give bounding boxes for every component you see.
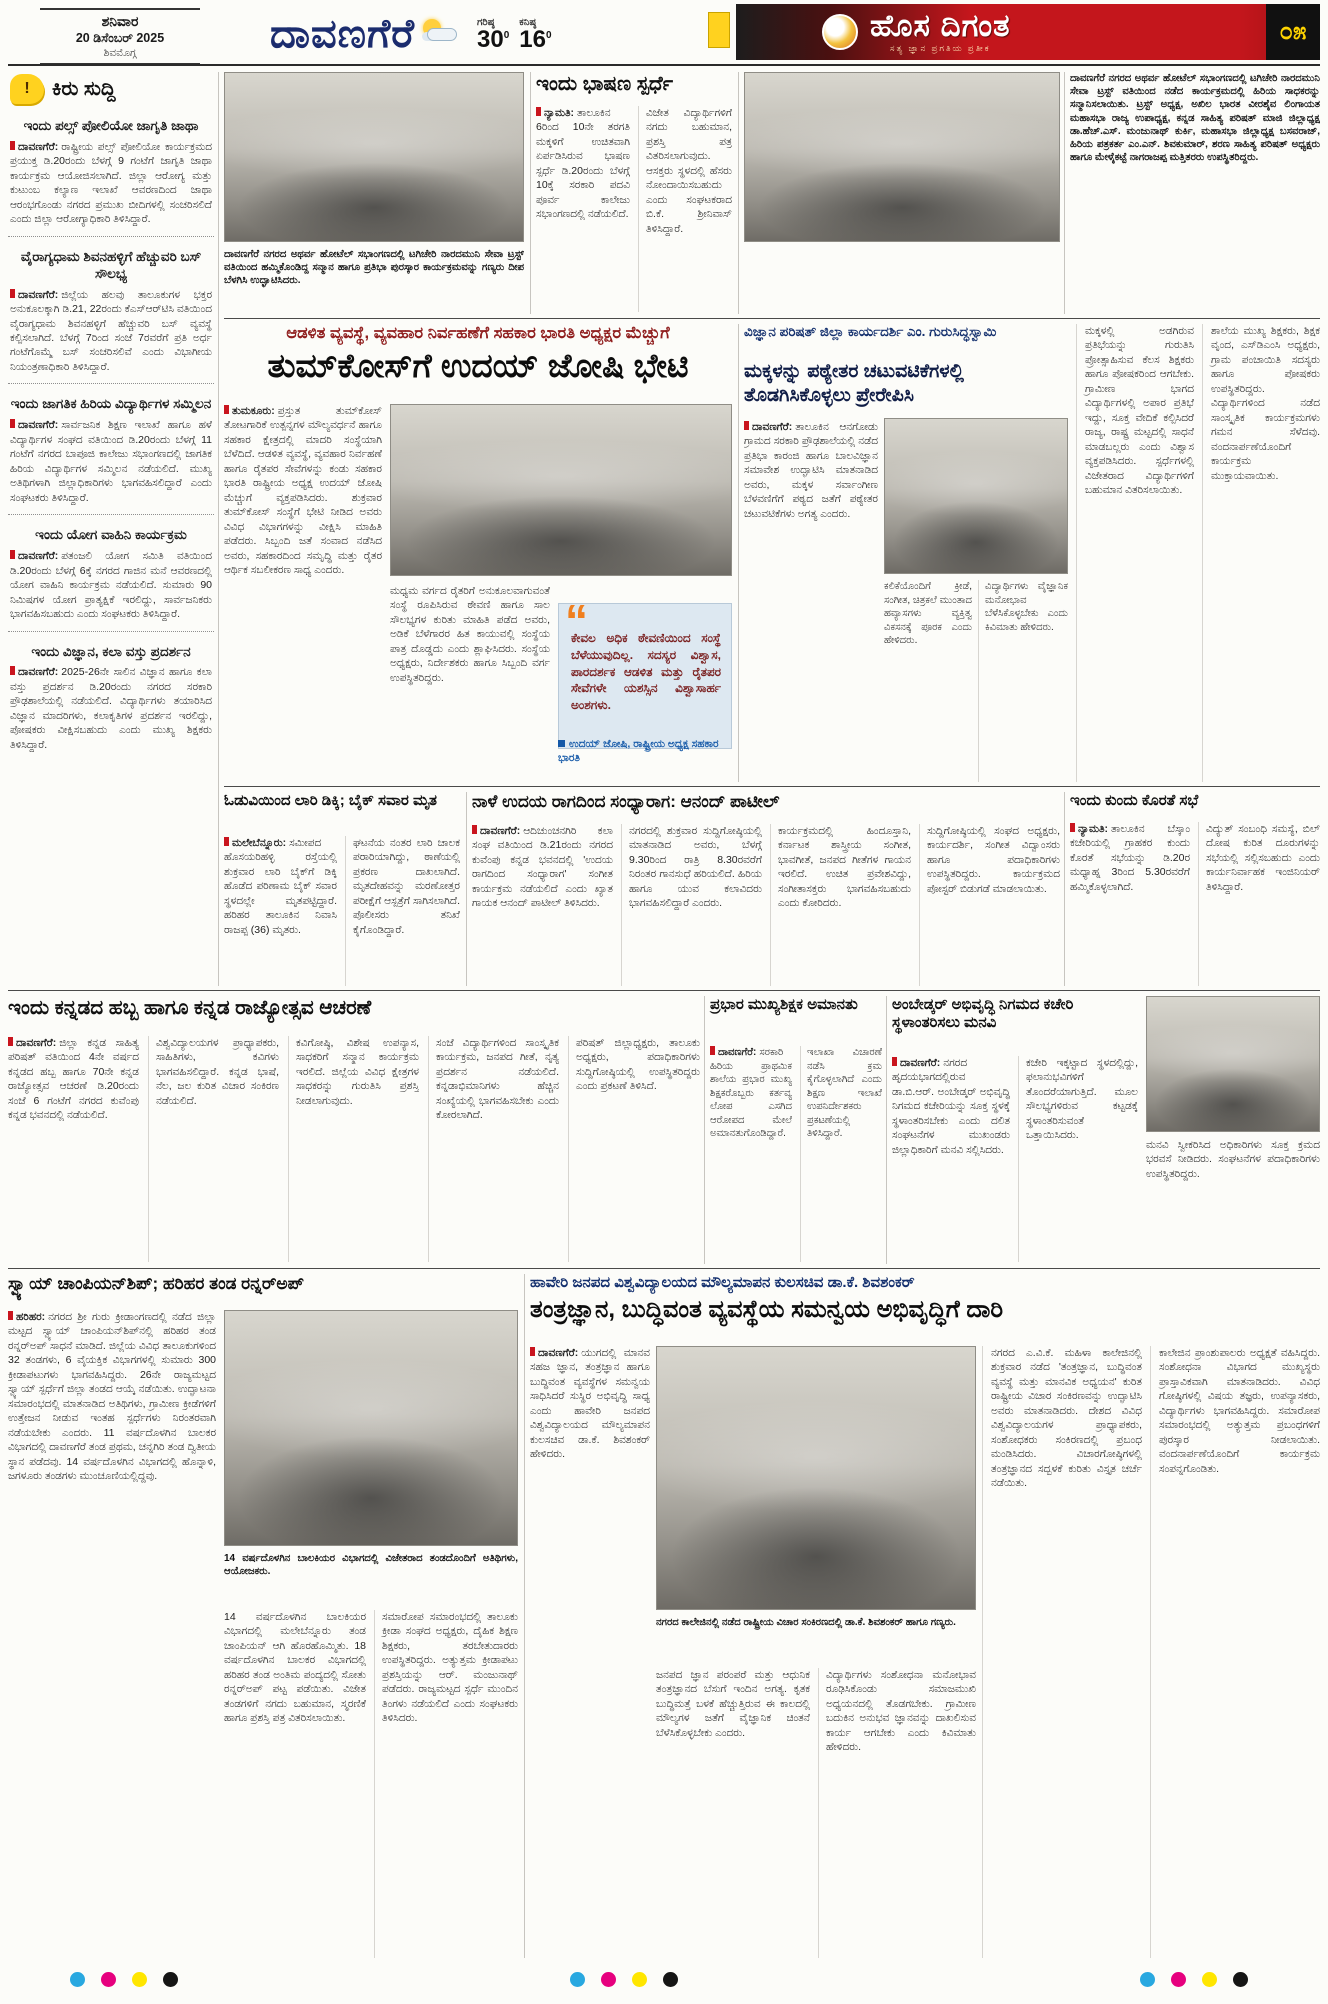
suspension-col-2: ಇಲಾಖಾ ವಿಚಾರಣೆ ನಡೆಸಿ ಕ್ರಮ ಕೈಗೊಳ್ಳಲಾಗಿದೆ ಎಂದು ಶಿಕ್ಷಣ ಇಲಾಖೆ ಉಪನಿರ್ದೇಶಕರು ಪ್ರಕಟಣೆಯಲ್ಲಿ ತಿಳಿಸಿದ್ದಾರೆ. <box>800 1046 882 1262</box>
weather-sun-cloud-icon <box>419 19 463 49</box>
brief-body: ದಾವಣಗೆರೆ: ಸಾರ್ವಜನಿಕ ಶಿಕ್ಷಣ ಇಲಾಖೆ ಹಾಗೂ ಹಳೆ ವಿದ್ಯಾರ್ಥಿಗಳ ಸಂಘದ ವತಿಯಿಂದ ಡಿ.20ರಂದು ಬೆಳಗ್ಗೆ 11 ಗಂಟೆಗೆ ನಗರದ ಬಾಪೂಜಿ ಕಾಲೇಜು ಸಭಾಂಗಣದಲ್ಲಿ ಜಾಗತಿಕ ಹಿರಿಯ ವಿದ್ಯಾರ್ಥಿಗಳ ಸಮ್ಮಿಲನ ನಡೆಯಲಿದೆ. ಮುಖ್ಯ ಅತಿಥಿಗಳಾಗಿ ಜಿಲ್ಲಾಧಿಕಾರಿಗಳು ಭಾಗವಹಿಸಲಿದ್ದಾರೆ ಎಂದು ಸಂಘಟಕರು ತಿಳಿಸಿದ್ದಾರೆ. <box>10 419 212 504</box>
speech-col-1: ನ್ಯಾಮತಿ: ತಾಲೂಕಿನ 6ರಿಂದ 10ನೇ ತರಗತಿ ಮಕ್ಕಳಿಗೆ ಉಚಿತವಾಗಿ ಏರ್ಪಡಿಸಿರುವ ಭಾಷಣ ಸ್ಪರ್ಧೆ ಡಿ.20ರಂದು ಬೆಳಗ್ಗೆ 10ಕ್ಕೆ ಸರಕಾರಿ ಪದವಿ ಪೂರ್ವ ಕಾಲೇಜು ಸಭಾಂಗಣದಲ್ಲಿ ನಡೆಯಲಿದೆ. <box>536 107 630 221</box>
festival-col-5: ಪರಿಷತ್ ಜಿಲ್ಲಾಧ್ಯಕ್ಷರು, ತಾಲೂಕು ಅಧ್ಯಕ್ಷರು, ಪದಾಧಿಕಾರಿಗಳು ಸುದ್ದಿಗೋಷ್ಠಿಯಲ್ಲಿ ಉಪಸ್ಥಿತರಿದ್ದರು ಎಂದು ಪ್ರಕಟಣೆ ತಿಳಿಸಿದೆ. <box>568 1036 700 1262</box>
quote-mark-icon: “ <box>565 594 588 647</box>
accident-col-2: ಘಟನೆಯ ನಂತರ ಲಾರಿ ಚಾಲಕ ಪರಾರಿಯಾಗಿದ್ದು, ಠಾಣೆಯಲ್ಲಿ ಪ್ರಕರಣ ದಾಖಲಾಗಿದೆ. ಮೃತದೇಹವನ್ನು ಮರಣೋತ್ತರ ಪರೀಕ್ಷೆಗೆ ಆಸ್ಪತ್ರೆಗೆ ಸಾಗಿಸಲಾಗಿದೆ. ಪೊಲೀಸರು ತನಿಖೆ ಕೈಗೊಂಡಿದ್ದಾರೆ. <box>345 836 460 986</box>
brief-body: ದಾವಣಗೆರೆ: 2025-26ನೇ ಸಾಲಿನ ವಿಜ್ಞಾನ ಹಾಗೂ ಕಲಾ ವಸ್ತು ಪ್ರದರ್ಶನ ಡಿ.20ರಂದು ನಗರದ ಸರಕಾರಿ ಪ್ರೌಢಶಾಲೆಯಲ್ಲಿ ನಡೆಯಲಿದೆ. ವಿದ್ಯಾರ್ಥಿಗಳು ತಯಾರಿಸಿದ ವಿಜ್ಞಾನ ಮಾದರಿಗಳು, ಕಲಾಕೃತಿಗಳ ಪ್ರದರ್ಶನ ಇರಲಿದ್ದು, ಪೋಷಕರು ವೀಕ್ಷಿಸಬಹುದು ಎಂದು ಮುಖ್ಯ ಶಿಕ್ಷಕರು ತಿಳಿಸಿದ್ದಾರೆ. <box>10 666 212 751</box>
inspire-col-a: ದಾವಣಗೆರೆ: ತಾಲೂಕಿನ ಆನಗೋಡು ಗ್ರಾಮದ ಸರಕಾರಿ ಪ್ರೌಢಶಾಲೆಯಲ್ಲಿ ನಡೆದ ಪ್ರತಿಭಾ ಕಾರಂಜಿ ಹಾಗೂ ಬಾಲವಿಜ್ಞಾನ ಸಮಾವೇಶ ಉದ್ಘಾಟಿಸಿ ಮಾತನಾಡಿದ ಅವರು, ಮಕ್ಕಳ ಸರ್ವಾಂಗೀಣ ಬೆಳವಣಿಗೆಗೆ ಪಠ್ಯದ ಜತೆಗೆ ಪಠ್ಯೇತರ ಚಟುವಟಿಕೆಗಳು ಅಗತ್ಯ ಎಂದರು. <box>744 421 878 520</box>
relocation-photo <box>1146 996 1320 1132</box>
brief-item <box>8 390 214 515</box>
masthead-color-mark <box>708 12 730 48</box>
dateline-bullet <box>224 405 229 414</box>
row-divider <box>8 1268 1320 1269</box>
article-speech-contest <box>536 72 732 314</box>
black-dot-icon <box>663 1972 678 1987</box>
column-rule <box>738 324 739 782</box>
briefs-title: ಕಿರು ಸುದ್ದಿ <box>52 77 116 100</box>
speech-headline: ಇಂದು ಭಾಷಣ ಸ್ಪರ್ಧೆ <box>536 73 673 95</box>
edition-name: ಶಿವಮೊಗ್ಗ <box>103 47 137 59</box>
sports-col-2: 14 ವರ್ಷದೊಳಗಿನ ಬಾಲಕಿಯರ ವಿಭಾಗದಲ್ಲಿ ಮಲೇಬೆನ್ನೂರು ತಂಡ ಚಾಂಪಿಯನ್ ಆಗಿ ಹೊರಹೊಮ್ಮಿತು. 18 ವರ್ಷದೊಳಗಿನ ಬಾಲಕರ ವಿಭಾಗದಲ್ಲಿ ಹರಿಹರ ತಂಡ ಅಂತಿಮ ಪಂದ್ಯದಲ್ಲಿ ಸೋತು ರನ್ನರ್‌ಅಪ್ ಪಟ್ಟ ಪಡೆಯಿತು. ವಿಜೇತ ತಂಡಗಳಿಗೆ ನಗದು ಬಹುಮಾನ, ಸ್ಮರಣಿಕೆ ಹಾಗೂ ಪ್ರಶಸ್ತಿ ಪತ್ರ ವಿತರಿಸಲಾಯಿತು. <box>224 1611 366 1725</box>
weekday: ಶನಿವಾರ <box>101 13 139 29</box>
suspension-col-1: ದಾವಣಗೆರೆ: ಸರಕಾರಿ ಹಿರಿಯ ಪ್ರಾಥಮಿಕ ಶಾಲೆಯ ಪ್ರಭಾರ ಮುಖ್ಯ ಶಿಕ್ಷಕರೊಬ್ಬರು ಕರ್ತವ್ಯ ಲೋಪ ಎಸಗಿದ ಆರೋಪದ ಮೇಲೆ ಅಮಾನತುಗೊಂಡಿದ್ದಾರೆ. <box>710 1047 792 1139</box>
brand-block <box>870 7 1011 55</box>
brief-item <box>8 243 214 385</box>
weather-max <box>477 17 509 52</box>
lead-col-1: ತುಮಕೂರು: ಪ್ರಸ್ತುತ ತುಮ್‌ಕೋಸ್ ತೋಟಗಾರಿಕೆ ಉತ್ಪನ್ನಗಳ ಮೌಲ್ಯವರ್ಧನೆ ಹಾಗೂ ಸಹಕಾರ ಕ್ಷೇತ್ರದಲ್ಲಿ ಮಾದರಿ ಸಂಸ್ಥೆಯಾಗಿ ಬೆಳೆದಿದೆ. ಆಡಳಿತ ವ್ಯವಸ್ಥೆ, ವ್ಯವಹಾರ ನಿರ್ವಹಣೆ ಹಾಗೂ ರೈತಪರ ಸೇವೆಗಳನ್ನು ಕಂಡು ಸಹಕಾರ ಭಾರತಿ ರಾಷ್ಟ್ರೀಯ ಅಧ್ಯಕ್ಷ ಉದಯ್ ಜೋಷಿ ಮೆಚ್ಚುಗೆ ವ್ಯಕ್ತಪಡಿಸಿದರು. ಶುಕ್ರವಾರ ತುಮ್‌ಕೋಸ್ ಸಂಸ್ಥೆಗೆ ಭೇಟಿ ನೀಡಿದ ಅವರು ವಿವಿಧ ವಿಭಾಗಗಳನ್ನು ವೀಕ್ಷಿಸಿ ಮಾಹಿತಿ ಪಡೆದರು. ಸಿಬ್ಬಂದಿ ಜತೆ ಸಂವಾದ ನಡೆಸಿದ ಅವರು, ಸಹಕಾರದಿಂದ ಸಮೃದ್ಧಿ ಮತ್ತು ರೈತರ ಆರ್ಥಿಕ ಸಬಲೀಕರಣ ಸಾಧ್ಯ ಎಂದರು. <box>224 405 382 577</box>
quote-attribution: ಉದಯ್ ಜೋಷಿ, ರಾಷ್ಟ್ರೀಯ ಅಧ್ಯಕ್ಷ ಸಹಕಾರ ಭಾರತಿ <box>558 738 719 764</box>
brief-headline: ಇಂದು ಜಾಗತಿಕ ಹಿರಿಯ ವಿದ್ಯಾರ್ಥಿಗಳ ಸಮ್ಮಿಲನ <box>10 396 212 412</box>
row-divider <box>8 990 1320 991</box>
weather-max-value: 30 <box>477 25 504 53</box>
seminar-col-r1: ನಗರದ ಎ.ವಿ.ಕೆ. ಮಹಿಳಾ ಕಾಲೇಜಿನಲ್ಲಿ ಶುಕ್ರವಾರ ನಡೆದ 'ತಂತ್ರಜ್ಞಾನ, ಬುದ್ಧಿವಂತ ವ್ಯವಸ್ಥೆ ಮತ್ತು ಮಾನವಿಕ ಅಧ್ಯಯನ' ಕುರಿತ ರಾಷ್ಟ್ರೀಯ ವಿಚಾರ ಸಂಕಿರಣವನ್ನು ಉದ್ಘಾಟಿಸಿ ಅವರು ಮಾತನಾಡಿದರು. ದೇಶದ ವಿವಿಧ ವಿಶ್ವವಿದ್ಯಾಲಯಗಳ ಪ್ರಾಧ್ಯಾಪಕರು, ಸಂಶೋಧಕರು ಸಂಕಿರಣದಲ್ಲಿ ಪ್ರಬಂಧ ಮಂಡಿಸಿದರು. ವಿಚಾರಗೋಷ್ಠಿಗಳಲ್ಲಿ ತಂತ್ರಜ್ಞಾನದ ಸದ್ಬಳಕೆ ಕುರಿತು ವಿಸ್ತೃತ ಚರ್ಚೆ ನಡೆಯಿತು. <box>982 1346 1142 1958</box>
photo-right-caption: ದಾವಣಗೆರೆ ನಗರದ ಅಥರ್ವ ಹೋಟೆಲ್ ಸಭಾಂಗಣದಲ್ಲಿ ಟಗಿಚೇರಿ ನಾರದಮುನಿ ಸೇವಾ ಟ್ರಸ್ಟ್ ವತಿಯಿಂದ ನಡೆದ ಕಾರ್ಯಕ್ರಮದಲ್ಲಿ ಹಿರಿಯ ಸಾಧಕರನ್ನು ಸನ್ಮಾನಿಸಲಾಯಿತು. ಟ್ರಸ್ಟ್ ಅಧ್ಯಕ್ಷ, ಅಖಿಲ ಭಾರತ ವೀರಶೈವ ಲಿಂಗಾಯತ ಮಹಾಸಭಾ ರಾಜ್ಯ ಉಪಾಧ್ಯಕ್ಷ, ಕನ್ನಡ ಸಾಹಿತ್ಯ ಪರಿಷತ್ ಮಾಜಿ ಜಿಲ್ಲಾಧ್ಯಕ್ಷ ಡಾ.ಹೆಚ್.ಎಸ್. ಮಂಜುನಾಥ್ ಕುರ್ಕಿ, ಮಹಾಸಭಾ ಜಿಲ್ಲಾಧ್ಯಕ್ಷ ಬಸವರಾಜ್, ಹಿರಿಯ ಪತ್ರಕರ್ತ ಎಂ.ಎನ್. ಶಿವಕುಮಾರ್, ಶರಣ ಸಾಹಿತ್ಯ ಪರಿಷತ್ ಅಧ್ಯಕ್ಷರು ಹಾಗೂ ಮೇಳೈಕಟ್ಟೆ ನಾಗರಾಜಪ್ಪ ಮತ್ತಿತರರು ಉಪಸ್ಥಿತರಿದ್ದರು. <box>1070 73 1320 164</box>
weather-min <box>519 17 551 52</box>
accident-col-1: ಮಲೇಬೆನ್ನೂರು: ಸಮೀಪದ ಹೊಸಯರಿಹಳ್ಳಿ ರಸ್ತೆಯಲ್ಲಿ ಶುಕ್ರವಾರ ಲಾರಿ ಬೈಕ್‌ಗೆ ಡಿಕ್ಕಿ ಹೊಡೆದ ಪರಿಣಾಮ ಬೈಕ್ ಸವಾರ ಸ್ಥಳದಲ್ಲೇ ಮೃತಪಟ್ಟಿದ್ದಾರೆ. ಹರಿಹರ ತಾಲೂಕಿನ ನಿವಾಸಿ ರಾಜಪ್ಪ (36) ಮೃತರು. <box>224 837 337 936</box>
header-divider <box>8 64 1320 66</box>
inspire-col-e: ಶಾಲೆಯ ಮುಖ್ಯ ಶಿಕ್ಷಕರು, ಶಿಕ್ಷಕ ವೃಂದ, ಎಸ್‌ಡಿಎಂಸಿ ಅಧ್ಯಕ್ಷರು, ಗ್ರಾಮ ಪಂಚಾಯಿತಿ ಸದಸ್ಯರು ಹಾಗೂ ಪೋಷಕರು ಉಪಸ್ಥಿತರಿದ್ದರು. ವಿದ್ಯಾರ್ಥಿಗಳಿಂದ ನಡೆದ ಸಾಂಸ್ಕೃತಿಕ ಕಾರ್ಯಕ್ರಮಗಳು ಗಮನ ಸೆಳೆದವು. ವಂದನಾರ್ಪಣೆಯೊಂದಿಗೆ ಕಾರ್ಯಕ್ರಮ ಮುಕ್ತಾಯವಾಯಿತು. <box>1202 324 1320 782</box>
inspire-kicker: ವಿಜ್ಞಾನ ಪರಿಷತ್ ಜಿಲ್ಲಾ ಕಾರ್ಯದರ್ಶಿ ಎಂ. ಗುರುಸಿದ್ಧಸ್ವಾಮಿ <box>744 324 997 339</box>
column-rule <box>218 72 219 986</box>
lead-kicker: ಆಡಳಿತ ವ್ಯವಸ್ಥೆ, ವ್ಯವಹಾರ ನಿರ್ವಹಣೆಗೆ ಸಹಕಾರ ಭಾರತಿ ಅಧ್ಯಕ್ಷರ ಮೆಚ್ಚುಗೆ <box>286 324 670 342</box>
yellow-dot-icon <box>132 1972 147 1987</box>
dateline-bullet <box>10 550 15 559</box>
cyan-dot-icon <box>70 1972 85 1987</box>
article-grievance <box>1070 792 1320 986</box>
announcement-icon: ! <box>10 74 44 104</box>
article-relocation <box>892 996 1320 1264</box>
relocation-headline: ಅಂಬೇಡ್ಕರ್ ಅಭಿವೃದ್ಧಿ ನಿಗಮದ ಕಚೇರಿ ಸ್ಥಳಾಂತರಿಸಲು ಮನವಿ <box>892 996 1074 1032</box>
masthead <box>736 4 1320 60</box>
weather-min-label: ಕನಿಷ್ಠ <box>519 16 537 28</box>
seminar-kicker: ಹಾವೇರಿ ಜನಪದ ವಿಶ್ವವಿದ್ಯಾಲಯದ ಮೌಲ್ಯಮಾಪನ ಕುಲಸಚಿವ ಡಾ.ಕೆ. ಶಿವಶಂಕರ್ <box>530 1274 915 1291</box>
dateline-bullet <box>744 421 749 430</box>
relocation-col-3: ಮನವಿ ಸ್ವೀಕರಿಸಿದ ಅಧಿಕಾರಿಗಳು ಸೂಕ್ತ ಕ್ರಮದ ಭರವಸೆ ನೀಡಿದರು. ಸಂಘಟನೆಗಳ ಪದಾಧಿಕಾರಿಗಳು ಉಪಸ್ಥಿತರಿದ್ದರು. <box>1146 1139 1320 1180</box>
festival-col-2: ವಿಶ್ವವಿದ್ಯಾಲಯಗಳ ಪ್ರಾಧ್ಯಾಪಕರು, ಸಾಹಿತಿಗಳು, ಕವಿಗಳು ಭಾಗವಹಿಸಲಿದ್ದಾರೆ. ಕನ್ನಡ ಭಾಷೆ, ನೆಲ, ಜಲ ಕುರಿತ ವಿಚಾರ ಸಂಕಿರಣ ನಡೆಯಲಿದೆ. <box>148 1036 279 1262</box>
column-rule <box>886 996 887 1264</box>
lead-headline: ತುಮ್‌ಕೋಸ್‌ಗೆ ಉದಯ್ ಜೋಷಿ ಭೇಟಿ <box>267 347 689 384</box>
seminar-photo <box>656 1346 976 1610</box>
cyan-dot-icon <box>570 1972 585 1987</box>
inspire-photo <box>884 418 1068 574</box>
sports-col-3: ಸಮಾರೋಪ ಸಮಾರಂಭದಲ್ಲಿ ತಾಲೂಕು ಕ್ರೀಡಾ ಸಂಘದ ಅಧ್ಯಕ್ಷರು, ದೈಹಿಕ ಶಿಕ್ಷಣ ಶಿಕ್ಷಕರು, ತರಬೇತುದಾರರು ಉಪಸ್ಥಿತರಿದ್ದರು. ಅತ್ಯುತ್ತಮ ಕ್ರೀಡಾಪಟು ಪ್ರಶಸ್ತಿಯನ್ನು ಆರ್. ಮಂಜುನಾಥ್ ಪಡೆದರು. ರಾಜ್ಯಮಟ್ಟದ ಸ್ಪರ್ಧೆ ಮುಂದಿನ ತಿಂಗಳು ನಡೆಯಲಿದೆ ಎಂದು ಸಂಘಟಕರು ತಿಳಿಸಿದರು. <box>374 1610 518 1958</box>
brief-body: ದಾವಣಗೆರೆ: ರಾಷ್ಟ್ರೀಯ ಪಲ್ಸ್ ಪೋಲಿಯೋ ಕಾರ್ಯಕ್ರಮದ ಪ್ರಯುಕ್ತ ಡಿ.20ರಂದು ಬೆಳಗ್ಗೆ 9 ಗಂಟೆಗೆ ಜಾಗೃತಿ ಜಾಥಾ ಕಾರ್ಯಕ್ರಮ ಆಯೋಜಿಸಲಾಗಿದೆ. ಜಿಲ್ಲಾ ಆರೋಗ್ಯ ಮತ್ತು ಕುಟುಂಬ ಕಲ್ಯಾಣ ಇಲಾಖೆ ಆವರಣದಿಂದ ಜಾಥಾ ಆರಂಭಗೊಂಡು ನಗರದ ಪ್ರಮುಖ ಬೀದಿಗಳಲ್ಲಿ ಸಂಚರಿಸಲಿದೆ ಎಂದು ಜಿಲ್ಲಾ ಆರೋಗ್ಯಾಧಿಕಾರಿ ತಿಳಿಸಿದ್ದಾರೆ. <box>10 140 212 226</box>
lead-pull-quote <box>558 594 732 749</box>
date-box <box>40 8 200 65</box>
seminar-col-p1: ಜನಪದ ಜ್ಞಾನ ಪರಂಪರೆ ಮತ್ತು ಆಧುನಿಕ ತಂತ್ರಜ್ಞಾನದ ಬೆಸುಗೆ ಇಂದಿನ ಅಗತ್ಯ. ಕೃತಕ ಬುದ್ಧಿಮತ್ತೆ ಬಳಕೆ ಹೆಚ್ಚುತ್ತಿರುವ ಈ ಕಾಲದಲ್ಲಿ ಮೌಲ್ಯಗಳ ಜತೆಗೆ ವೈಜ್ಞಾನಿಕ ಚಿಂತನೆ ಬೆಳೆಸಿಕೊಳ್ಳಬೇಕು ಎಂದರು. <box>656 1669 810 1739</box>
magenta-dot-icon <box>1171 1972 1186 1987</box>
page-city-title: ದಾವಣಗೆರೆ <box>270 11 415 56</box>
inspire-col-b: ಕಲಿಕೆಯೊಂದಿಗೆ ಕ್ರೀಡೆ, ಸಂಗೀತ, ಚಿತ್ರಕಲೆ ಮುಂತಾದ ಹವ್ಯಾಸಗಳು ವ್ಯಕ್ತಿತ್ವ ವಿಕಸನಕ್ಕೆ ಪೂರಕ ಎಂದು ಹೇಳಿದರು. <box>884 581 972 646</box>
dateline-bullet <box>892 1057 897 1066</box>
weather-max-label: ಗರಿಷ್ಠ <box>477 16 495 28</box>
festival-headline: ಇಂದು ಕನ್ನಡದ ಹಬ್ಬ ಹಾಗೂ ಕನ್ನಡ ರಾಜ್ಯೋತ್ಸವ ಆಚರಣೆ <box>8 997 372 1019</box>
weather-min-value: 16 <box>519 25 546 53</box>
article-accident <box>224 792 460 986</box>
magenta-dot-icon <box>101 1972 116 1987</box>
article-inspire <box>744 324 1320 782</box>
brand-logo-icon <box>822 14 858 50</box>
dateline-bullet <box>1070 823 1075 832</box>
dateline-bullet <box>10 141 15 150</box>
briefs-header <box>8 72 214 112</box>
event-photo-left <box>224 72 524 242</box>
print-registration-marks-center <box>570 1972 694 1992</box>
row-divider <box>224 318 1320 319</box>
festival-col-3: ಕವಿಗೋಷ್ಠಿ, ವಿಶೇಷ ಉಪನ್ಯಾಸ, ಸಾಧಕರಿಗೆ ಸನ್ಮಾನ ಕಾರ್ಯಕ್ರಮ ಇರಲಿದೆ. ಜಿಲ್ಲೆಯ ವಿವಿಧ ಕ್ಷೇತ್ರಗಳ ಸಾಧಕರನ್ನು ಗುರುತಿಸಿ ಪ್ರಶಸ್ತಿ ನೀಡಲಾಗುವುದು. <box>288 1036 419 1262</box>
seminar-col-p2: ವಿದ್ಯಾರ್ಥಿಗಳು ಸಂಶೋಧನಾ ಮನೋಭಾವ ರೂಢಿಸಿಕೊಂಡು ಸಮಾಜಮುಖಿ ಅಧ್ಯಯನದಲ್ಲಿ ತೊಡಗಬೇಕು. ಗ್ರಾಮೀಣ ಬದುಕಿನ ಅನುಭವ ಜ್ಞಾನವನ್ನು ದಾಖಲಿಸುವ ಕಾರ್ಯ ಆಗಬೇಕು ಎಂದು ಕಿವಿಮಾತು ಹೇಳಿದರು. <box>818 1668 976 1958</box>
speech-col-2: ವಿಜೇತ ವಿದ್ಯಾರ್ಥಿಗಳಿಗೆ ನಗದು ಬಹುಮಾನ, ಪ್ರಶಸ್ತಿ ಪತ್ರ ವಿತರಿಸಲಾಗುವುದು. ಆಸಕ್ತರು ಸ್ಥಳದಲ್ಲಿ ಹೆಸರು ನೋಂದಾಯಿಸಬಹುದು ಎಂದು ಸಂಘಟಕರಾದ ಬಿ.ಕೆ. ಶ್ರೀನಿವಾಸ್ ತಿಳಿಸಿದ್ದಾರೆ. <box>638 106 732 312</box>
print-registration-marks-right <box>1140 1972 1264 1992</box>
suspension-headline: ಪ್ರಭಾರ ಮುಖ್ಯಶಿಕ್ಷಕ ಅಮಾನತು <box>710 996 858 1013</box>
print-registration-marks-left <box>70 1972 194 1992</box>
concert-col-2: ನಗರದಲ್ಲಿ ಶುಕ್ರವಾರ ಸುದ್ದಿಗೋಷ್ಠಿಯಲ್ಲಿ ಮಾತನಾಡಿದ ಅವರು, ಬೆಳಗ್ಗೆ 9.30ರಿಂದ ರಾತ್ರಿ 8.30ರವರೆಗೆ ನಿರಂತರ ಗಾನಸುಧೆ ಹರಿಯಲಿದೆ. ಹಿರಿಯ ಹಾಗೂ ಯುವ ಕಲಾವಿದರು ಭಾಗವಹಿಸಲಿದ್ದಾರೆ ಎಂದರು. <box>621 824 762 986</box>
concert-col-4: ಸುದ್ದಿಗೋಷ್ಠಿಯಲ್ಲಿ ಸಂಘದ ಅಧ್ಯಕ್ಷರು, ಕಾರ್ಯದರ್ಶಿ, ಸಂಗೀತ ವಿದ್ವಾಂಸರು ಹಾಗೂ ಪದಾಧಿಕಾರಿಗಳು ಉಪಸ್ಥಿತರಿದ್ದರು. ಕಾರ್ಯಕ್ರಮದ ಪೋಸ್ಟರ್ ಬಿಡುಗಡೆ ಮಾಡಲಾಯಿತು. <box>919 824 1060 986</box>
sports-col-1: ಹರಿಹರ: ನಗರದ ಶ್ರೀ ಗುರು ಕ್ರೀಡಾಂಗಣದಲ್ಲಿ ನಡೆದ ಜಿಲ್ಲಾ ಮಟ್ಟದ ಸ್ವ್ಯಾಯ್ ಚಾಂಪಿಯನ್‌ಶಿಪ್‌ನಲ್ಲಿ ಹರಿಹರ ತಂಡ ರನ್ನರ್‌ಅಪ್ ಸಾಧನೆ ಮಾಡಿದೆ. ಜಿಲ್ಲೆಯ ವಿವಿಧ ತಾಲೂಕುಗಳಿಂದ 32 ತಂಡಗಳು, 6 ವೈಯಕ್ತಿಕ ವಿಭಾಗಗಳಲ್ಲಿ ಸುಮಾರು 300 ಕ್ರೀಡಾಪಟುಗಳು ಭಾಗವಹಿಸಿದ್ದರು. 26ನೇ ರಾಜ್ಯಮಟ್ಟದ ಸ್ವ್ಯಾಯ್ ಸ್ಪರ್ಧೆಗೆ ಜಿಲ್ಲಾ ತಂಡದ ಆಯ್ಕೆ ನಡೆಯಿತು. ಉದ್ಘಾಟನಾ ಸಮಾರಂಭದಲ್ಲಿ ಮಾತನಾಡಿದ ಅತಿಥಿಗಳು, ಗ್ರಾಮೀಣ ಕ್ರೀಡೆಗಳಿಗೆ ಉತ್ತೇಜನ ನೀಡುವ ಇಂತಹ ಸ್ಪರ್ಧೆಗಳು ನಿರಂತರವಾಗಿ ನಡೆಯಬೇಕು ಎಂದರು. 11 ವರ್ಷದೊಳಗಿನ ಬಾಲಕರ ವಿಭಾಗದಲ್ಲಿ ದಾವಣಗೆರೆ ತಂಡ ಪ್ರಥಮ, ಚನ್ನಗಿರಿ ತಂಡ ದ್ವಿತೀಯ ಸ್ಥಾನ ಪಡೆದವು. 14 ವರ್ಷದೊಳಗಿನ ವಿಭಾಗದಲ್ಲಿ ಹೊನ್ನಾಳಿ, ಜಗಳೂರು ತಂಡಗಳು ಮುಂಚೂಣಿಯಲ್ಲಿದ್ದವು. <box>8 1311 216 1483</box>
yellow-dot-icon <box>632 1972 647 1987</box>
seminar-headline: ತಂತ್ರಜ್ಞಾನ, ಬುದ್ಧಿವಂತ ವ್ಯವಸ್ಥೆಯ ಸಮನ್ವಯ ಅಭಿವೃದ್ಧಿಗೆ ದಾರಿ <box>530 1296 1004 1323</box>
dateline-bullet <box>10 289 15 298</box>
dateline-bullet <box>10 666 15 675</box>
black-dot-icon <box>163 1972 178 1987</box>
relocation-col-1: ದಾವಣಗೆರೆ: ನಗರದ ಹೃದಯಭಾಗದಲ್ಲಿರುವ ಡಾ.ಬಿ.ಆರ್. ಅಂಬೇಡ್ಕರ್ ಅಭಿವೃದ್ಧಿ ನಿಗಮದ ಕಚೇರಿಯನ್ನು ಸೂಕ್ತ ಸ್ಥಳಕ್ಕೆ ಸ್ಥಳಾಂತರಿಸಬೇಕು ಎಂದು ದಲಿತ ಸಂಘಟನೆಗಳ ಮುಖಂಡರು ಜಿಲ್ಲಾಧಿಕಾರಿಗೆ ಮನವಿ ಸಲ್ಲಿಸಿದರು. <box>892 1057 1010 1156</box>
festival-col-1: ದಾವಣಗೆರೆ: ಜಿಲ್ಲಾ ಕನ್ನಡ ಸಾಹಿತ್ಯ ಪರಿಷತ್ ವತಿಯಿಂದ 4ನೇ ವರ್ಷದ ಕನ್ನಡದ ಹಬ್ಬ ಹಾಗೂ 70ನೇ ಕನ್ನಡ ರಾಜ್ಯೋತ್ಸವ ಆಚರಣೆ ಡಿ.20ರಂದು ಸಂಜೆ 6 ಗಂಟೆಗೆ ನಗರದ ಕುವೆಂಪು ಕನ್ನಡ ಭವನದಲ್ಲಿ ನಡೆಯಲಿದೆ. <box>8 1037 139 1122</box>
dateline-bullet <box>8 1311 13 1320</box>
brief-body: ದಾವಣಗೆರೆ: ಪತಂಜಲಿ ಯೋಗ ಸಮಿತಿ ವತಿಯಿಂದ ಡಿ.20ರಂದು ಬೆಳಗ್ಗೆ 6ಕ್ಕೆ ನಗರದ ಗಾಜಿನ ಮನೆ ಆವರಣದಲ್ಲಿ ಯೋಗ ವಾಹಿನಿ ಕಾರ್ಯಕ್ರಮ ನಡೆಯಲಿದೆ. ಸುಮಾರು 90 ನಿಮಿಷಗಳ ಯೋಗ ಪ್ರಾತ್ಯಕ್ಷಿಕೆ ಇರಲಿದ್ದು, ಸಾರ್ವಜನಿಕರು ಭಾಗವಹಿಸಬಹುದು ಎಂದು ಸಂಘಟಕರು ತಿಳಿಸಿದ್ದಾರೆ. <box>10 550 212 621</box>
magenta-dot-icon <box>601 1972 616 1987</box>
event-photo-right <box>744 72 1060 242</box>
article-festival <box>8 996 700 1264</box>
dateline-bullet <box>472 825 477 834</box>
column-rule <box>738 72 739 314</box>
brief-headline: ಇಂದು ವಿಜ್ಞಾನ, ಕಲಾ ವಸ್ತು ಪ್ರದರ್ಶನ <box>31 643 191 659</box>
weather-degree: 0 <box>545 29 552 41</box>
seminar-photo-caption: ನಗರದ ಕಾಲೇಜಿನಲ್ಲಿ ನಡೆದ ರಾಷ್ಟ್ರೀಯ ವಿಚಾರ ಸಂಕಿರಣದಲ್ಲಿ ಡಾ.ಕೆ. ಶಿವಶಂಕರ್ ಹಾಗೂ ಗಣ್ಯರು. <box>656 1617 956 1628</box>
inspire-headline: ಮಕ್ಕಳನ್ನು ಪಠ್ಯೇತರ ಚಟುವಟಿಕೆಗಳಲ್ಲಿ ತೊಡಗಿಸಿಕೊಳ್ಳಲು ಪ್ರೇರೇಪಿಸಿ <box>744 361 964 406</box>
brief-body: ದಾವಣಗೆರೆ: ಜಿಲ್ಲೆಯ ಹಲವು ತಾಲೂಕುಗಳ ಭಕ್ತರ ಅನುಕೂಲಕ್ಕಾಗಿ ಡಿ.21, 22ರಂದು ಕೆಎಸ್‌ಆರ್‌ಟಿಸಿ ವತಿಯಿಂದ ವೈರಾಗ್ಯಧಾಮ ಶಿವನಹಳ್ಳಿಗೆ ಹೆಚ್ಚುವರಿ ಬಸ್ ವ್ಯವಸ್ಥೆ ಕಲ್ಪಿಸಲಾಗಿದೆ. ಬೆಳಗ್ಗೆ 7ರಿಂದ ಸಂಜೆ 7ರವರೆಗೆ ಪ್ರತಿ ಅರ್ಧ ಗಂಟೆಗೊಮ್ಮೆ ಬಸ್ ಸಂಚರಿಸಲಿವೆ ಎಂದು ವಿಭಾಗೀಯ ನಿಯಂತ್ರಣಾಧಿಕಾರಿ ತಿಳಿಸಿದ್ದಾರೆ. <box>10 288 212 373</box>
brief-headline: ವೈರಾಗ್ಯಧಾಮ ಶಿವನಹಳ್ಳಿಗೆ ಹೆಚ್ಚುವರಿ ಬಸ್ ಸೌಲಭ್ಯ <box>20 248 202 281</box>
relocation-col-2: ಕಚೇರಿ ಇಕ್ಕಟ್ಟಾದ ಸ್ಥಳದಲ್ಲಿದ್ದು, ಫಲಾನುಭವಿಗಳಿಗೆ ತೊಂದರೆಯಾಗುತ್ತಿದೆ. ಮೂಲ ಸೌಲಭ್ಯಗಳಿರುವ ಕಟ್ಟಡಕ್ಕೆ ಸ್ಥಳಾಂತರಿಸುವಂತೆ ಒತ್ತಾಯಿಸಿದರು. <box>1018 1056 1138 1262</box>
page-number: ೦೫ <box>1266 4 1320 60</box>
weather-degree: 0 <box>503 29 510 41</box>
yellow-dot-icon <box>1202 1972 1217 1987</box>
sports-headline: ಸ್ವ್ಯಾಯ್ ಚಾಂಪಿಯನ್‌ಶಿಪ್; ಹರಿಹರ ತಂಡ ರನ್ನರ್‌ಅಪ್ <box>8 1274 305 1293</box>
attribution-bullet <box>558 740 565 747</box>
column-rule <box>1064 792 1065 986</box>
brand-name: ಹೊಸ ದಿಗಂತ <box>870 7 1011 43</box>
article-sports <box>8 1274 518 1958</box>
column-rule <box>1064 72 1065 314</box>
concert-col-3: ಕಾರ್ಯಕ್ರಮದಲ್ಲಿ ಹಿಂದೂಸ್ತಾನಿ, ಕರ್ನಾಟಕ ಶಾಸ್ತ್ರೀಯ ಸಂಗೀತ, ಭಾವಗೀತೆ, ಜನಪದ ಗೀತೆಗಳ ಗಾಯನ ಇರಲಿದೆ. ಉಚಿತ ಪ್ರವೇಶವಿದ್ದು, ಸಂಗೀತಾಸಕ್ತರು ಭಾಗವಹಿಸಬಹುದು ಎಂದು ಕೋರಿದರು. <box>770 824 911 986</box>
inspire-col-c: ವಿದ್ಯಾರ್ಥಿಗಳು ವೈಜ್ಞಾನಿಕ ಮನೋಭಾವ ಬೆಳೆಸಿಕೊಳ್ಳಬೇಕು ಎಂದು ಕಿವಿಮಾತು ಹೇಳಿದರು. <box>978 580 1068 782</box>
brief-headline: ಇಂದು ಪಲ್ಸ್ ಪೋಲಿಯೋ ಜಾಗೃತಿ ಜಾಥಾ <box>23 118 199 133</box>
sports-photo-caption: 14 ವರ್ಷದೊಳಗಿನ ಬಾಲಕಿಯರ ವಿಭಾಗದಲ್ಲಿ ವಿಜೇತರಾದ ತಂಡದೊಂದಿಗೆ ಅತಿಥಿಗಳು, ಆಯೋಜಕರು. <box>224 1553 518 1578</box>
city-band <box>270 8 730 60</box>
brief-item <box>8 638 214 762</box>
festival-col-4: ಸಂಜೆ ವಿದ್ಯಾರ್ಥಿಗಳಿಂದ ಸಾಂಸ್ಕೃತಿಕ ಕಾರ್ಯಕ್ರಮ, ಜನಪದ ಗೀತೆ, ನೃತ್ಯ ಪ್ರದರ್ಶನ ನಡೆಯಲಿದೆ. ಕನ್ನಡಾಭಿಮಾನಿಗಳು ಹೆಚ್ಚಿನ ಸಂಖ್ಯೆಯಲ್ಲಿ ಭಾಗವಹಿಸಬೇಕು ಎಂದು ಕೋರಲಾಗಿದೆ. <box>428 1036 559 1262</box>
seminar-col-1: ದಾವಣಗೆರೆ: ಯುಗದಲ್ಲಿ ಮಾನವ ಸಹಜ ಜ್ಞಾನ, ತಂತ್ರಜ್ಞಾನ ಹಾಗೂ ಬುದ್ಧಿವಂತ ವ್ಯವಸ್ಥೆಗಳ ಸಮನ್ವಯ ಸಾಧಿಸಿದರೆ ಸುಸ್ಥಿರ ಅಭಿವೃದ್ಧಿ ಸಾಧ್ಯ ಎಂದು ಹಾವೇರಿ ಜನಪದ ವಿಶ್ವವಿದ್ಯಾಲಯದ ಮೌಲ್ಯಮಾಪನ ಕುಲಸಚಿವ ಡಾ.ಕೆ. ಶಿವಶಂಕರ್ ಹೇಳಿದರು. <box>530 1347 650 1461</box>
dateline-bullet <box>10 419 15 428</box>
dateline-bullet <box>710 1046 715 1055</box>
column-rule <box>466 792 467 986</box>
quote-text: ಕೇವಲ ಅಧಿಕ ಠೇವಣಿಯಿಂದ ಸಂಸ್ಥೆ ಬೆಳೆಯುವುದಿಲ್ಲ. ಸದಸ್ಯರ ವಿಶ್ವಾಸ, ಪಾರದರ್ಶಕ ಆಡಳಿತ ಮತ್ತು ರೈತಪರ ಸೇವೆಗಳೇ ಯಶಸ್ಸಿನ ವಿಶ್ವಾಸಾರ್ಹ ಅಂಶಗಳು. <box>571 630 721 713</box>
grievance-headline: ಇಂದು ಕುಂದು ಕೊರತೆ ಸಭೆ <box>1070 792 1199 809</box>
dateline-bullet <box>8 1037 13 1046</box>
accident-headline: ಓಡುವಿಯಿಂದ ಲಾರಿ ಡಿಕ್ಕಿ; ಬೈಕ್ ಸವಾರ ಮೃತ <box>224 792 437 809</box>
grievance-col-1: ನ್ಯಾಮತಿ: ತಾಲೂಕಿನ ಬೆಸ್ಕಾಂ ಕಚೇರಿಯಲ್ಲಿ ಗ್ರಾಹಕರ ಕುಂದು ಕೊರತೆ ಸಭೆಯನ್ನು ಡಿ.20ರ ಮಧ್ಯಾಹ್ನ 3ರಿಂದ 5.30ರವರೆಗೆ ಹಮ್ಮಿಕೊಳ್ಳಲಾಗಿದೆ. <box>1070 823 1190 893</box>
dateline-bullet <box>536 107 541 116</box>
brief-item <box>8 112 214 237</box>
dateline-bullet <box>530 1347 535 1356</box>
grievance-col-2: ವಿದ್ಯುತ್ ಸಂಬಂಧಿ ಸಮಸ್ಯೆ, ಬಿಲ್ ದೋಷ ಕುರಿತ ದೂರುಗಳನ್ನು ಸಭೆಯಲ್ಲಿ ಸಲ್ಲಿಸಬಹುದು ಎಂದು ಕಾರ್ಯನಿರ್ವಾಹಕ ಇಂಜಿನಿಯರ್ ತಿಳಿಸಿದ್ದಾರೆ. <box>1198 822 1320 986</box>
row-divider <box>224 786 1320 787</box>
seminar-col-r2: ಕಾಲೇಜಿನ ಪ್ರಾಂಶುಪಾಲರು ಅಧ್ಯಕ್ಷತೆ ವಹಿಸಿದ್ದರು. ಸಂಶೋಧನಾ ವಿಭಾಗದ ಮುಖ್ಯಸ್ಥರು ಪ್ರಾಸ್ತಾವಿಕವಾಗಿ ಮಾತನಾಡಿದರು. ವಿವಿಧ ಗೋಷ್ಠಿಗಳಲ್ಲಿ ವಿಷಯ ತಜ್ಞರು, ಉಪನ್ಯಾಸಕರು, ವಿದ್ಯಾರ್ಥಿಗಳು ಭಾಗವಹಿಸಿದ್ದರು. ಸಮಾರೋಪ ಸಮಾರಂಭದಲ್ಲಿ ಅತ್ಯುತ್ತಮ ಪ್ರಬಂಧಗಳಿಗೆ ಪುರಸ್ಕಾರ ನೀಡಲಾಯಿತು. ವಂದನಾರ್ಪಣೆಯೊಂದಿಗೆ ಕಾರ್ಯಕ್ರಮ ಸಂಪನ್ನಗೊಂಡಿತು. <box>1150 1346 1320 1958</box>
cyan-dot-icon <box>1140 1972 1155 1987</box>
brief-item <box>8 521 214 631</box>
concert-col-1: ದಾವಣಗೆರೆ: ಆದಿಚುಂಚನಗಿರಿ ಕಲಾ ಸಂಘ ವತಿಯಿಂದ ಡಿ.21ರಂದು ನಗರದ ಕುವೆಂಪು ಕನ್ನಡ ಭವನದಲ್ಲಿ 'ಉದಯ ರಾಗದಿಂದ ಸಂಧ್ಯಾರಾಗ' ಸಂಗೀತ ಕಾರ್ಯಕ್ರಮ ನಡೆಯಲಿದೆ ಎಂದು ಖ್ಯಾತ ಗಾಯಕ ಆನಂದ್ ಪಾಟೀಲ್ ತಿಳಿಸಿದರು. <box>472 825 613 910</box>
sports-photo <box>224 1310 518 1546</box>
brand-tagline: ಸತ್ಯ ಜ್ಞಾನ ಪ್ರಗತಿಯ ಪ್ರತೀಕ <box>890 43 991 54</box>
photo-left-caption: ದಾವಣಗೆರೆ ನಗರದ ಅಥರ್ವ ಹೋಟೆಲ್ ಸಭಾಂಗಣದಲ್ಲಿ ಟಗಿಚೇರಿ ನಾರದಮುನಿ ಸೇವಾ ಟ್ರಸ್ಟ್ ವತಿಯಿಂದ ಹಮ್ಮಿಕೊಂಡಿದ್ದ ಸನ್ಮಾನ ಹಾಗೂ ಪ್ರತಿಭಾ ಪುರಸ್ಕಾರ ಕಾರ್ಯಕ್ರಮವನ್ನು ಗಣ್ಯರು ದೀಪ ಬೆಳಗಿಸಿ ಉದ್ಘಾಟಿಸಿದರು. <box>224 249 524 287</box>
inspire-col-d: ಮಕ್ಕಳಲ್ಲಿ ಅಡಗಿರುವ ಪ್ರತಿಭೆಯನ್ನು ಗುರುತಿಸಿ ಪ್ರೋತ್ಸಾಹಿಸುವ ಕೆಲಸ ಶಿಕ್ಷಕರು ಹಾಗೂ ಪೋಷಕರಿಂದ ಆಗಬೇಕು. ಗ್ರಾಮೀಣ ಭಾಗದ ವಿದ್ಯಾರ್ಥಿಗಳಲ್ಲಿ ಅಪಾರ ಪ್ರತಿಭೆ ಇದ್ದು, ಸೂಕ್ತ ವೇದಿಕೆ ಕಲ್ಪಿಸಿದರೆ ರಾಜ್ಯ, ರಾಷ್ಟ್ರ ಮಟ್ಟದಲ್ಲಿ ಸಾಧನೆ ಮಾಡಬಲ್ಲರು ಎಂದು ವಿಶ್ವಾಸ ವ್ಯಕ್ತಪಡಿಸಿದರು. ಸ್ಪರ್ಧೆಗಳಲ್ಲಿ ವಿಜೇತರಾದ ವಿದ್ಯಾರ್ಥಿಗಳಿಗೆ ಬಹುಮಾನ ವಿತರಿಸಲಾಯಿತು. <box>1076 324 1194 782</box>
brief-headline: ಇಂದು ಯೋಗ ವಾಹಿನಿ ಕಾರ್ಯಕ್ರಮ <box>35 527 187 543</box>
concert-headline: ನಾಳೆ ಉದಯ ರಾಗದಿಂದ ಸಂಧ್ಯಾರಾಗ: ಆನಂದ್ ಪಾಟೀಲ್ <box>472 792 780 811</box>
article-lead <box>224 324 732 782</box>
dateline-bullet <box>224 837 229 846</box>
column-rule <box>530 72 531 314</box>
column-rule <box>704 996 705 1264</box>
black-dot-icon <box>1233 1972 1248 1987</box>
article-concert <box>472 792 1060 986</box>
date: 20 ಡಿಸೆಂಬರ್ 2025 <box>75 31 165 45</box>
column-rule <box>524 1274 525 1958</box>
lead-col-2: ಮಧ್ಯಮ ವರ್ಗದ ರೈತರಿಗೆ ಅನುಕೂಲವಾಗುವಂತೆ ಸಂಸ್ಥೆ ರೂಪಿಸಿರುವ ಠೇವಣಿ ಹಾಗೂ ಸಾಲ ಸೌಲಭ್ಯಗಳ ಕುರಿತು ಮಾಹಿತಿ ಪಡೆದ ಅವರು, ಅಡಿಕೆ ಬೆಳೆಗಾರರ ಹಿತ ಕಾಯುವಲ್ಲಿ ಸಂಸ್ಥೆಯ ಪಾತ್ರ ದೊಡ್ಡದು ಎಂದು ಶ್ಲಾಘಿಸಿದರು. ಸಂಸ್ಥೆಯ ಅಧ್ಯಕ್ಷರು, ನಿರ್ದೇಶಕರು ಹಾಗೂ ಸಿಬ್ಬಂದಿ ವರ್ಗ ಉಪಸ್ಥಿತರಿದ್ದರು. <box>390 585 550 684</box>
article-seminar <box>530 1274 1320 1958</box>
lead-photo <box>390 404 732 576</box>
article-suspension <box>710 996 882 1264</box>
briefs-column <box>8 72 214 988</box>
